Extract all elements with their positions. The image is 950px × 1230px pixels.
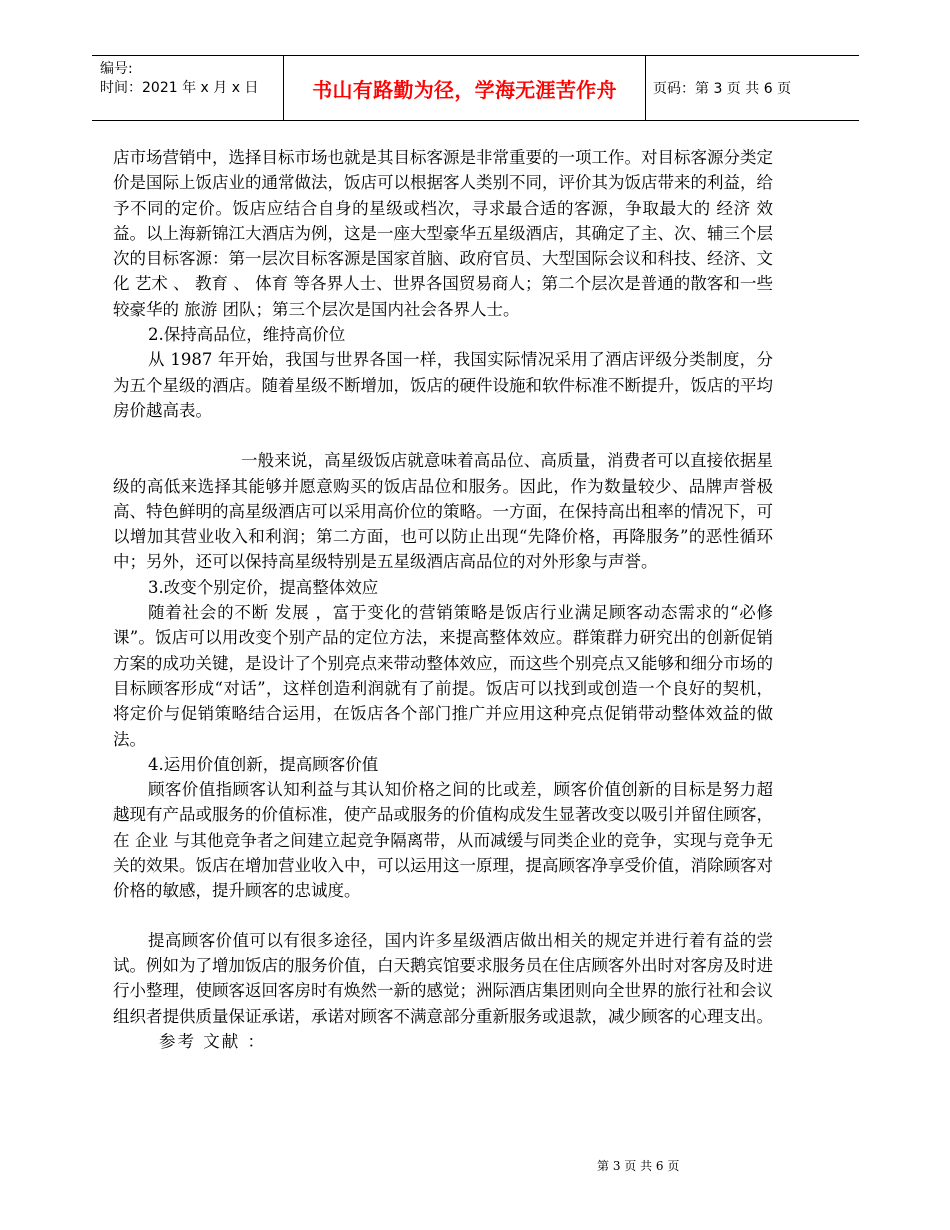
page-footer: 第 3 页 共 6 页 bbox=[597, 1159, 680, 1173]
body-paragraph-5: 顾客价值指顾客认知利益与其认知价格之间的比或差，顾客价值创新的目标是努力超越现有产品或服务的价值标准，使产品或服务的价值构成发生显著改变以吸引并留住顾客，在 企业 与其他竞争者之间建立起竞争隔离带，从而减缓与同类企业的竞争，实现与竞争无关的效果。饭店在增加营业收入中，可以运用这一原理，提高顾客净享受价值，消除顾客对价格的敏感，提升顾客的忠诚度。 bbox=[113, 780, 773, 901]
body-paragraph-1: 店市场营销中，选择目标市场也就是其目标客源是非常重要的一项工作。对目标客源分类定价是国际上饭店业的通常做法，饭店可以根据客人类别不同，评价其为饭店带来的利益，给予不同的定价。饭店应结合自身的星级或档次，寻求最合适的客源，争取最大的 经济 效益。以上海新锦江大酒店为例，这是一座大型豪华五星级酒店，其确定了主、次、辅三个层次的目标客源：第一层次目标客源是国家首脑、政府官员、大型国际会议和科技、经济、文化 艺术 、 教育 、 体育 等各界人士、世界各国贸易商人；第二个层次是普通的散客和一些较豪华的 旅游 团队；第三个层次是国内社会各界人士。 bbox=[113, 148, 773, 319]
section-heading-4: 4.运用价值创新，提高顾客价值 bbox=[148, 754, 379, 774]
header-page-info: 页码：第 3 页 共 6 页 bbox=[653, 81, 792, 97]
body-paragraph-3: 一般来说，高星级饭店就意味着高品位、高质量，消费者可以直接依据星级的高低来选择其能够并愿意购买的饭店品位和服务。因此，作为数量较少、品牌声誉极高、特色鲜明的高星级酒店可以采用高价位的策略。一方面，在保持高出租率的情况下，可以增加其营业收入和利润；第二方面，也可以防止出现“先降价格，再降服务”的恶性循环中；另外，还可以保持高星级特别是五星级酒店高品位的对外形象与声誉。 bbox=[113, 451, 773, 572]
header-meta bbox=[92, 56, 284, 120]
section-heading-3: 3.改变个别定价，提高整体效应 bbox=[148, 577, 379, 597]
header-motto: 书山有路勤为径，学海无涯苦作舟 bbox=[284, 56, 646, 120]
section-heading-2: 2.保持高品位，维持高价位 bbox=[148, 325, 346, 345]
document-header bbox=[92, 55, 859, 121]
body-paragraph-2: 从 1987 年开始，我国与世界各国一样，我国实际情况采用了酒店评级分类制度，分为五个星级的酒店。随着星级不断增加，饭店的硬件设施和软件标准不断提升，饭店的平均房价越高表。 bbox=[113, 350, 773, 420]
document-body bbox=[113, 145, 773, 1054]
document-date: 时间：2021 年 x 月 x 日 bbox=[100, 80, 259, 96]
references-heading: 参考 文献 ： bbox=[159, 1031, 266, 1051]
body-paragraph-6: 提高顾客价值可以有很多途径，国内许多星级酒店做出相关的规定并进行着有益的尝试。例如为了增加饭店的服务价值，白天鹅宾馆要求服务员在住店顾客外出时对客房及时进行小整理，使顾客返回客房时有焕然一新的感觉；洲际酒店集团则向全世界的旅行社和会议组织者提供质量保证承诺，承诺对顾客不满意部分重新服务或退款，减少顾客的心理支出。 bbox=[113, 930, 773, 1026]
body-paragraph-4: 随着社会的不断 发展 ，富于变化的营销策略是饭店行业满足顾客动态需求的“必修课”。饭店可以用改变个别产品的定位方法，来提高整体效应。群策群力研究出的创新促销方案的成功关键，是设计了个别亮点来带动整体效应，而这些个别亮点又能够和细分市场的目标顾客形成“对话”，这样创造利润就有了前提。饭店可以找到或创造一个良好的契机，将定价与促销策略结合运用，在饭店各个部门推广并应用这种亮点促销带动整体效益的做法。 bbox=[113, 603, 773, 749]
document-number-label: 编号: bbox=[100, 61, 133, 77]
